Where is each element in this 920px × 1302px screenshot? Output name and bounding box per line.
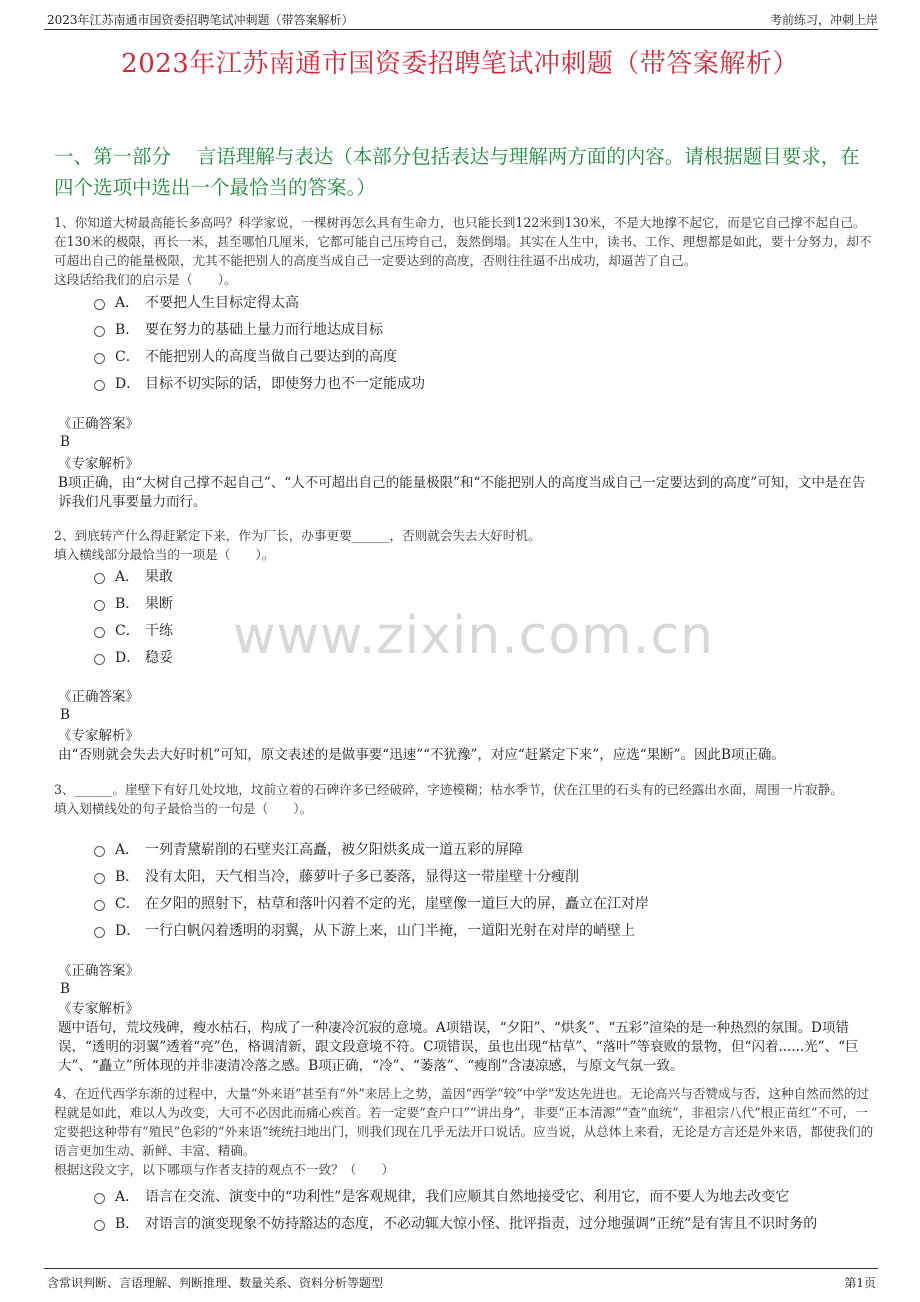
question-3-analysis: 《专家解析》 题中语句，荒坟残碑，瘦水枯石，构成了一种凄冷沉寂的意境。A项错误，“夕阳”、“烘炙”、“五彩”渲染的是一种热烈的氛围。D项错误，“透明的羽翼”透着“亮”色，格调清新，跟文段意境不符。C项错误，虽也出现“枯草”、“落叶”等衰败的景物，但“闪着......光”、“巨大”、“矗立”所体现的并非凄清冷落之感。B项正确，“冷”、“萎落”、“瘦削”含凄凉感，与原文气氛一致。 <box>58 1001 859 1074</box>
question-4-stem: 4、在近代西学东渐的过程中，大量“外来语”甚至有“外”来居上之势，盖因“西学”较“中学”发达先进也。无论高兴与否赞成与否，这种自然而然的过程就是如此，难以人为改变，大可不必因此而痛心疾首。若一定要“查户口”“讲出身”，非要“正本清源”“查”血统”，非祖宗八代“根正苗红”不可，一定要把这种带有“殖民”色彩的“外来语”统统扫地出门，则我们现在几乎无法开口说话。应当说，从总体上来看，无论是方言还是外来语，都使我们的语言更加生动、新鲜、丰富、精确。 根据这段文字，以下哪项与作者支持的观点不一致？（ ） <box>54 1086 874 1177</box>
question-2-answer: 《正确答案》 B <box>58 689 139 723</box>
header-slogan: 考前练习，冲刺上岸 <box>769 13 878 27</box>
option-d[interactable]: D． 目标不切实际的话，即使努力也不一定能成功 <box>94 369 874 396</box>
header-divider <box>44 29 878 30</box>
radio-icon[interactable] <box>94 627 105 638</box>
question-1-answer: 《正确答案》 B <box>58 416 139 450</box>
page-title: 2023年江苏南通市国资委招聘笔试冲刺题（带答案解析） <box>121 49 799 79</box>
radio-icon[interactable] <box>94 900 105 911</box>
question-1-options <box>94 288 874 396</box>
question-2-options <box>94 562 874 670</box>
radio-icon[interactable] <box>94 1193 105 1204</box>
option-b[interactable]: B． 对语言的演变现象不妨持豁达的态度，不必动辄大惊小怪、批评指责，过分地强调“正统”是有害且不识时务的 <box>94 1209 874 1236</box>
section-heading: 一、第一部分 言语理解与表达（本部分包括表达与理解两方面的内容。请根据题目要求，在四个选项中选出一个最恰当的答案。） <box>54 145 860 199</box>
question-1-analysis: 《专家解析》 B项正确，由“大树自己撑不起自己”、“人不可超出自己的能量极限”和“不能把别人的高度当成自己一定要达到的高度”可知，文中是在告诉我们凡事要量力而行。 <box>58 456 866 510</box>
radio-icon[interactable] <box>94 846 105 857</box>
page-number: 第1页 <box>844 1276 876 1290</box>
radio-icon[interactable] <box>94 927 105 938</box>
option-b[interactable]: B． 没有太阳，天气相当冷，藤萝叶子多已萎落，显得这一带崖壁十分瘦削 <box>94 862 874 889</box>
question-2-stem: 2、到底转产什么得赶紧定下来，作为厂长，办事更要______，否则就会失去大好时机。 填入横线部分最恰当的一项是（ ）。 <box>54 528 541 562</box>
option-c[interactable]: C． 在夕阳的照射下，枯草和落叶闪着不定的光，崖壁像一道巨大的屏，矗立在江对岸 <box>94 889 874 916</box>
question-3-options <box>94 835 874 943</box>
option-c[interactable]: C． 干练 <box>94 616 874 643</box>
option-b[interactable]: B． 果断 <box>94 589 874 616</box>
option-a[interactable]: A． 果敢 <box>94 562 874 589</box>
radio-icon[interactable] <box>94 353 105 364</box>
watermark: www.zixin.com.cn <box>233 606 714 666</box>
option-c[interactable]: C． 不能把别人的高度当做自己要达到的高度 <box>94 342 874 369</box>
option-a[interactable]: A． 不要把人生目标定得太高 <box>94 288 874 315</box>
question-4-options <box>94 1182 874 1236</box>
option-a[interactable]: A． 一列青黛崭削的石壁夹江高矗，被夕阳烘炙成一道五彩的屏障 <box>94 835 874 862</box>
footer-question-types: 含常识判断、言语理解、判断推理、数量关系、资料分析等题型 <box>47 1276 384 1290</box>
radio-icon[interactable] <box>94 299 105 310</box>
footer-divider <box>44 1268 878 1269</box>
radio-icon[interactable] <box>94 573 105 584</box>
radio-icon[interactable] <box>94 326 105 337</box>
radio-icon[interactable] <box>94 600 105 611</box>
question-3-stem: 3、______。崖壁下有好几处坟地，坟前立着的石碑许多已经破碎，字迹模糊；枯水季节，伏在江里的石头有的已经露出水面，周围一片寂静。 填入划横线处的句子最恰当的一句是（ ）。 <box>54 782 843 816</box>
question-3-answer: 《正确答案》 B <box>58 963 139 997</box>
option-d[interactable]: D． 一行白帆闪着透明的羽翼，从下游上来，山门半掩，一道阳光射在对岸的峭壁上 <box>94 916 874 943</box>
header-doc-title: 2023年江苏南通市国资委招聘笔试冲刺题（带答案解析） <box>47 13 354 27</box>
radio-icon[interactable] <box>94 873 105 884</box>
option-d[interactable]: D． 稳妥 <box>94 643 874 670</box>
radio-icon[interactable] <box>94 654 105 665</box>
option-a[interactable]: A． 语言在交流、演变中的“功利性”是客观规律，我们应顺其自然地接受它、利用它，而不要人为地去改变它 <box>94 1182 874 1209</box>
radio-icon[interactable] <box>94 1220 105 1231</box>
radio-icon[interactable] <box>94 380 105 391</box>
page-footer <box>0 1268 920 1302</box>
option-b[interactable]: B． 要在努力的基础上量力而行地达成目标 <box>94 315 874 342</box>
page-header <box>0 0 920 32</box>
question-2-analysis: 《专家解析》 由“否则就会失去大好时机”可知，原文表述的是做事要“迅速”“不犹豫”，对应“赶紧定下来”，应选“果断”。因此B项正确。 <box>58 728 785 763</box>
question-1-stem: 1、你知道大树最高能长多高吗？科学家说，一棵树再怎么具有生命力，也只能长到122米到130米，不是大地撑不起它，而是它自己撑不起自己。在130米的极限，再长一米，甚至哪怕几厘米，它都可能自己压垮自己，轰然倒塌。其实在人生中，读书、工作、理想都是如此，要十分努力，却不可超出自己的能量极限，尤其不能把别人的高度当成自己一定要达到的高度，否则往往逼不出成功，却逼苦了自己。 这段话给我们的启示是（ ）。 <box>54 215 872 287</box>
